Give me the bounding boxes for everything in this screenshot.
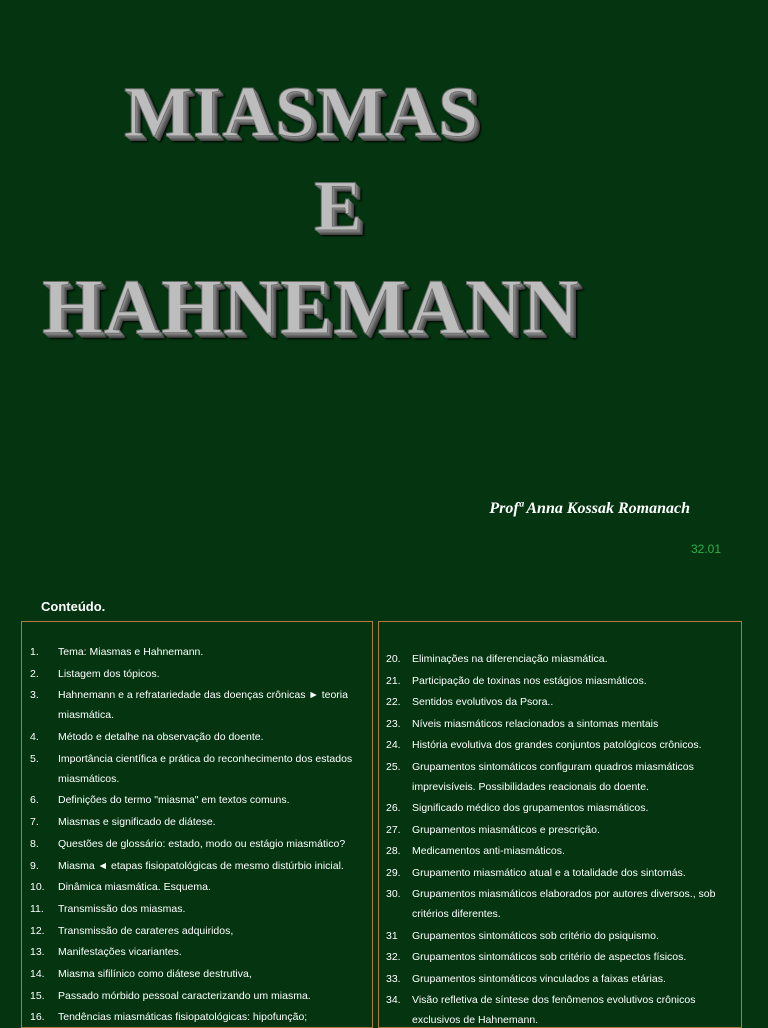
topic-text: Grupamentos sintomáticos sob critério do psiquismo. [412,929,659,942]
slide-code: 32.01 [690,542,721,556]
topic-list-item [386,820,735,840]
topic-list-item [386,735,735,755]
contents-list-right [378,621,742,1028]
topic-text: Tema: Miasmas e Hahnemann. [58,646,204,658]
title-line-e: E [314,166,363,246]
topic-number: 12. [30,924,45,937]
topic-number: 13. [30,946,45,959]
topic-number: 34. [386,994,401,1006]
topic-list-item [30,685,366,725]
topic-list-item [30,664,366,684]
topic-text: Grupamentos sintomáticos vinculados a faixas etárias. [412,972,666,985]
topic-list-item [386,947,735,967]
topic-number: 10. [30,881,45,894]
topic-list-item [386,884,735,924]
topic-number: 24. [386,739,401,751]
topic-list-item [30,834,366,854]
topic-number: 14. [30,967,45,980]
topic-number: 22. [386,696,401,708]
topic-number: 9. [30,859,39,872]
topic-number: 16. [30,1011,45,1024]
topic-list-item [30,727,366,747]
contents-heading: Conteúdo. [41,599,106,614]
topic-number: 25. [386,760,401,773]
topic-list-item [30,942,366,962]
topic-list-item [386,926,735,946]
topic-list-item [386,714,735,734]
topic-text: Miasma sifilínico como diátese destrutiva, [58,967,252,980]
topic-list-item [30,921,366,941]
topic-list-right [386,649,735,1028]
topic-number: 6. [30,794,39,807]
topic-list-item [30,1007,366,1027]
topic-list-item [386,841,735,861]
topic-text: Grupamentos miasmáticos e prescrição. [412,823,600,836]
topic-list-item [386,692,735,712]
topic-list-item [386,798,735,818]
title-line-hahnemann: HAHNEMANN [42,263,580,350]
topic-text: Listagem dos tópicos. [58,667,160,680]
topic-list-item [386,649,735,669]
topic-list-item [30,899,366,919]
topic-text: Definições do termo "miasma" em textos comuns. [58,794,290,807]
contents-list-left [21,621,373,1028]
topic-number: 31 [386,929,398,942]
topic-number: 27. [386,823,401,836]
topic-number: 33. [386,972,401,985]
topic-text: Dinâmica miasmática. Esquema. [58,881,211,894]
topic-number: 21. [386,674,401,687]
topic-number: 26. [386,802,401,814]
topic-list-item [30,856,366,876]
topic-text: Níveis miasmáticos relacionados a sintomas mentais [412,717,659,730]
topic-number: 7. [30,816,39,829]
topic-list-item [30,749,366,789]
topic-list-item [30,812,366,832]
topic-text: Manifestações vicariantes. [58,946,182,959]
topic-text: Importância científica e prática do reconhecimento dos estados miasmáticos. [58,752,353,785]
topic-number: 5. [30,752,39,765]
topic-text: Eliminações na diferenciação miasmática. [412,653,608,665]
topic-number: 1. [30,646,39,658]
topic-text: Grupamentos miasmáticos elaborados por autores diversos., sob critérios diferentes. [412,888,716,920]
topic-text: História evolutiva dos grandes conjuntos patológicos crônicos. [412,739,702,751]
topic-number: 15. [30,989,45,1002]
title-line-miasmas: MIASMAS [124,72,480,152]
topic-text: Participação de toxinas nos estágios miasmáticos. [412,674,647,687]
topic-text: Grupamento miasmático atual e a totalidade dos sintomás. [412,866,686,879]
topic-number: 29. [386,866,401,879]
topic-text: Questões de glossário: estado, modo ou estágio miasmático? [58,837,346,850]
topic-text: Grupamentos sintomáticos sob critério de aspectos físicos. [412,951,687,963]
topic-text: Transmissão de carateres adquiridos, [58,924,234,937]
topic-number: 4. [30,731,39,744]
topic-list-item [386,671,735,691]
topic-list-item [30,790,366,810]
topic-list-item [30,964,366,984]
topic-text: Visão refletiva de síntese dos fenômenos evolutivos crônicos exclusivos de Hahnemann. [412,994,696,1026]
topic-list-left [30,642,366,1027]
topic-number: 20. [386,653,401,665]
topic-number: 32. [386,951,401,963]
topic-text: Método e detalhe na observação do doente. [58,731,264,744]
topic-list-item [386,990,735,1028]
topic-text: Hahnemann e a refratariedade das doenças crônicas ► teoria miasmática. [58,689,348,722]
topic-list-item [386,863,735,883]
topic-list-item [30,642,366,662]
topic-list-item [386,969,735,989]
topic-text: Miasma ◄ etapas fisiopatológicas de mesmo distúrbio inicial. [58,859,344,872]
topic-number: 30. [386,888,401,900]
topic-text: Miasmas e significado de diátese. [58,816,216,829]
topic-number: 28. [386,845,401,857]
topic-text: Medicamentos anti-miasmáticos. [412,845,565,857]
topic-list-item [30,877,366,897]
topic-list-item [386,757,735,797]
topic-text: Significado médico dos grupamentos miasmáticos. [412,802,649,814]
topic-text: Grupamentos sintomáticos configuram quadros miasmáticos imprevisíveis. Possibilidades reacionais do doente. [412,760,694,793]
topic-number: 8. [30,837,39,850]
author-name: Profª Anna Kossak Romanach [489,500,690,517]
topic-number: 2. [30,667,39,680]
topic-text: Passado mórbido pessoal caracterizando um miasma. [58,989,311,1002]
topic-text: Transmissão dos miasmas. [58,902,186,915]
topic-text: Tendências miasmáticas fisiopatológicas: hipofunção; [58,1011,308,1024]
topic-number: 23. [386,717,401,730]
topic-list-item [30,986,366,1006]
topic-text: Sentidos evolutivos da Psora.. [412,696,554,708]
topic-number: 11. [30,902,44,915]
topic-number: 3. [30,689,39,702]
